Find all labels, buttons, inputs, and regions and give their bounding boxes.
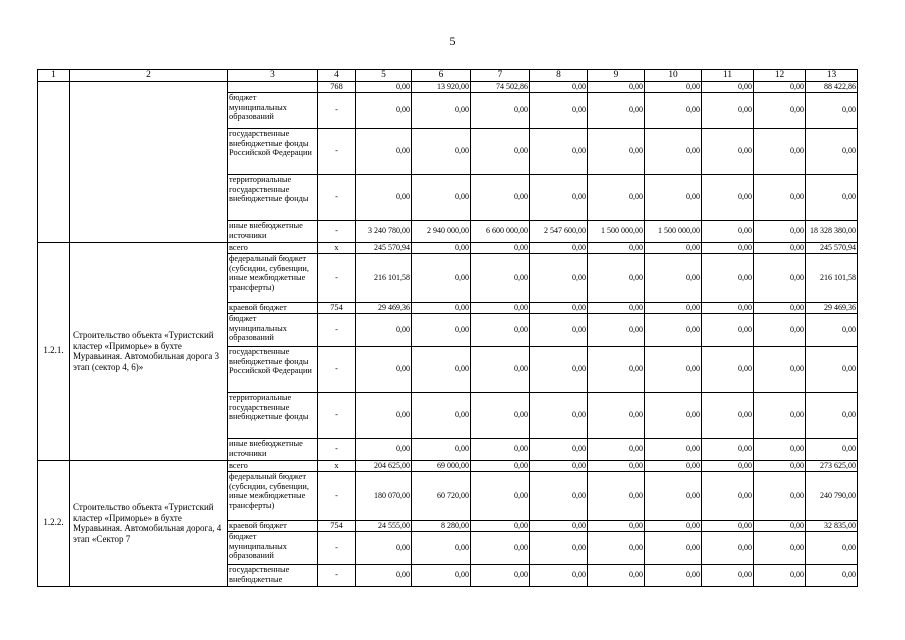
amount-cell: 0,00 [471, 531, 530, 564]
budget-code: 754 [318, 520, 356, 531]
amount-cell: 0,00 [471, 564, 530, 586]
amount-cell: 6 600 000,00 [471, 220, 530, 242]
amount-cell: 0,00 [356, 564, 412, 586]
amount-cell: 0,00 [754, 313, 806, 346]
amount-cell: 0,00 [471, 520, 530, 531]
amount-cell: 0,00 [645, 174, 702, 220]
amount-cell: 74 502,86 [471, 82, 530, 93]
amount-cell: 0,00 [530, 313, 588, 346]
amount-cell: 0,00 [412, 438, 471, 460]
amount-cell: 0,00 [702, 253, 754, 302]
amount-cell: 0,00 [530, 253, 588, 302]
amount-cell: 24 555,00 [356, 520, 412, 531]
amount-cell: 0,00 [412, 392, 471, 438]
amount-cell: 0,00 [806, 174, 858, 220]
amount-cell: 0,00 [588, 242, 645, 253]
amount-cell: 0,00 [530, 531, 588, 564]
amount-cell: 0,00 [530, 460, 588, 471]
amount-cell: 1 500 000,00 [645, 220, 702, 242]
amount-cell: 0,00 [645, 128, 702, 174]
amount-cell: 0,00 [588, 82, 645, 93]
amount-cell: 0,00 [471, 460, 530, 471]
funding-source-label: всего [228, 460, 318, 471]
amount-cell: 0,00 [530, 92, 588, 128]
amount-cell: 0,00 [702, 128, 754, 174]
amount-cell: 0,00 [588, 392, 645, 438]
amount-cell: 0,00 [645, 520, 702, 531]
amount-cell: 0,00 [754, 128, 806, 174]
amount-cell: 0,00 [356, 531, 412, 564]
page-number: 5 [449, 34, 456, 48]
item-number [38, 82, 70, 243]
amount-cell: 0,00 [412, 253, 471, 302]
amount-cell: 32 835,00 [806, 520, 858, 531]
amount-cell: 0,00 [588, 531, 645, 564]
column-number-11: 11 [702, 70, 754, 82]
amount-cell: 0,00 [702, 460, 754, 471]
budget-code: 768 [318, 82, 356, 93]
amount-cell: 0,00 [806, 346, 858, 392]
amount-cell: 216 101,58 [806, 253, 858, 302]
amount-cell: 0,00 [754, 302, 806, 313]
funding-source-label: федеральный бюджет (субсидии, субвенции, иные межбюджетные трансферты) [228, 253, 318, 302]
amount-cell: 0,00 [471, 302, 530, 313]
table-row [38, 242, 858, 253]
amount-cell: 204 625,00 [356, 460, 412, 471]
amount-cell: 0,00 [356, 174, 412, 220]
amount-cell: 245 570,94 [356, 242, 412, 253]
amount-cell: 1 500 000,00 [588, 220, 645, 242]
column-number-4: 4 [318, 70, 356, 82]
amount-cell: 0,00 [702, 302, 754, 313]
amount-cell: 0,00 [754, 220, 806, 242]
column-number-12: 12 [754, 70, 806, 82]
amount-cell: 8 280,00 [412, 520, 471, 531]
amount-cell: 0,00 [702, 313, 754, 346]
table-body [38, 82, 858, 587]
amount-cell: 0,00 [412, 313, 471, 346]
budget-code: - [318, 531, 356, 564]
table-row [38, 82, 858, 93]
amount-cell: 0,00 [645, 471, 702, 520]
amount-cell: 0,00 [702, 438, 754, 460]
amount-cell: 0,00 [754, 92, 806, 128]
item-name [70, 82, 228, 243]
funding-source-label: краевой бюджет [228, 302, 318, 313]
amount-cell: 0,00 [806, 564, 858, 586]
budget-table [37, 69, 858, 587]
funding-source-label [228, 82, 318, 93]
column-number-3: 3 [228, 70, 318, 82]
amount-cell: 0,00 [412, 92, 471, 128]
column-number-9: 9 [588, 70, 645, 82]
amount-cell: 0,00 [645, 460, 702, 471]
amount-cell: 18 328 380,00 [806, 220, 858, 242]
funding-source-label: бюджет муниципальных образований [228, 92, 318, 128]
amount-cell: 0,00 [471, 128, 530, 174]
amount-cell: 0,00 [806, 438, 858, 460]
funding-source-label: иные внебюджетные источники [228, 438, 318, 460]
amount-cell: 0,00 [702, 564, 754, 586]
amount-cell: 0,00 [588, 520, 645, 531]
amount-cell: 29 469,36 [356, 302, 412, 313]
item-name: Строительство объекта «Туристский кластер «Приморье» в бухте Муравьиная. Автомобильная дорога 3 этап (сектор 4, 6)» [70, 242, 228, 460]
amount-cell: 0,00 [754, 242, 806, 253]
amount-cell: 0,00 [702, 242, 754, 253]
amount-cell: 88 422,86 [806, 82, 858, 93]
column-number-8: 8 [530, 70, 588, 82]
amount-cell: 0,00 [530, 346, 588, 392]
amount-cell: 0,00 [471, 471, 530, 520]
amount-cell: 0,00 [645, 242, 702, 253]
amount-cell: 0,00 [645, 313, 702, 346]
item-number: 1.2.2. [38, 460, 70, 586]
amount-cell: 0,00 [754, 564, 806, 586]
amount-cell: 0,00 [356, 92, 412, 128]
column-number-10: 10 [645, 70, 702, 82]
budget-code: - [318, 313, 356, 346]
amount-cell: 0,00 [412, 302, 471, 313]
amount-cell: 216 101,58 [356, 253, 412, 302]
amount-cell: 0,00 [645, 531, 702, 564]
amount-cell: 0,00 [530, 471, 588, 520]
amount-cell: 0,00 [412, 346, 471, 392]
amount-cell: 0,00 [702, 92, 754, 128]
funding-source-label: бюджет муниципальных образований [228, 531, 318, 564]
amount-cell: 0,00 [806, 531, 858, 564]
amount-cell: 0,00 [412, 174, 471, 220]
amount-cell: 0,00 [702, 174, 754, 220]
amount-cell: 0,00 [645, 82, 702, 93]
budget-code: - [318, 392, 356, 438]
amount-cell: 0,00 [754, 392, 806, 438]
amount-cell: 0,00 [588, 346, 645, 392]
funding-source-label: федеральный бюджет (субсидии, субвенции, иные межбюджетные трансферты) [228, 471, 318, 520]
amount-cell: 273 625,00 [806, 460, 858, 471]
funding-source-label: краевой бюджет [228, 520, 318, 531]
amount-cell: 0,00 [356, 313, 412, 346]
amount-cell: 0,00 [530, 128, 588, 174]
budget-code: х [318, 460, 356, 471]
amount-cell: 0,00 [356, 346, 412, 392]
funding-source-label: государственные внебюджетные фонды Российской Федерации [228, 128, 318, 174]
amount-cell: 0,00 [754, 82, 806, 93]
amount-cell: 0,00 [588, 128, 645, 174]
amount-cell: 0,00 [530, 174, 588, 220]
amount-cell: 245 570,94 [806, 242, 858, 253]
amount-cell: 0,00 [645, 564, 702, 586]
budget-code: - [318, 128, 356, 174]
amount-cell: 0,00 [645, 253, 702, 302]
column-number-5: 5 [356, 70, 412, 82]
funding-source-label: государственные внебюджетные [228, 564, 318, 586]
amount-cell: 69 000,00 [412, 460, 471, 471]
amount-cell: 0,00 [412, 531, 471, 564]
amount-cell: 0,00 [356, 438, 412, 460]
amount-cell: 0,00 [530, 520, 588, 531]
amount-cell: 3 240 780,00 [356, 220, 412, 242]
amount-cell: 0,00 [806, 128, 858, 174]
amount-cell: 0,00 [588, 460, 645, 471]
budget-code: - [318, 346, 356, 392]
amount-cell: 0,00 [806, 92, 858, 128]
amount-cell: 13 920,00 [412, 82, 471, 93]
amount-cell: 29 469,36 [806, 302, 858, 313]
funding-source-label: государственные внебюджетные фонды Российской Федерации [228, 346, 318, 392]
column-number-6: 6 [412, 70, 471, 82]
budget-code: - [318, 253, 356, 302]
amount-cell: 0,00 [471, 242, 530, 253]
amount-cell: 0,00 [806, 313, 858, 346]
amount-cell: 0,00 [588, 313, 645, 346]
amount-cell: 0,00 [645, 302, 702, 313]
amount-cell: 0,00 [530, 392, 588, 438]
amount-cell: 0,00 [645, 438, 702, 460]
amount-cell: 0,00 [530, 564, 588, 586]
amount-cell: 180 070,00 [356, 471, 412, 520]
amount-cell: 0,00 [530, 242, 588, 253]
amount-cell: 60 720,00 [412, 471, 471, 520]
funding-source-label: бюджет муниципальных образований [228, 313, 318, 346]
amount-cell: 0,00 [702, 346, 754, 392]
funding-source-label: территориальные государственные внебюджетные фонды [228, 392, 318, 438]
amount-cell: 0,00 [530, 438, 588, 460]
amount-cell: 0,00 [754, 460, 806, 471]
budget-code: - [318, 92, 356, 128]
budget-code: - [318, 220, 356, 242]
amount-cell: 0,00 [588, 174, 645, 220]
amount-cell: 0,00 [754, 531, 806, 564]
budget-code: - [318, 471, 356, 520]
amount-cell: 0,00 [471, 346, 530, 392]
amount-cell: 0,00 [471, 92, 530, 128]
funding-source-label: территориальные государственные внебюджетные фонды [228, 174, 318, 220]
amount-cell: 0,00 [588, 253, 645, 302]
amount-cell: 0,00 [754, 346, 806, 392]
amount-cell: 2 547 600,00 [530, 220, 588, 242]
column-number-2: 2 [70, 70, 228, 82]
item-name: Строительство объекта «Туристский кластер «Приморье» в бухте Муравьиная. Автомобильная дорога, 4 этап «Сектор 7 [70, 460, 228, 586]
amount-cell: 0,00 [754, 253, 806, 302]
amount-cell: 0,00 [412, 128, 471, 174]
amount-cell: 0,00 [588, 302, 645, 313]
amount-cell: 0,00 [530, 302, 588, 313]
amount-cell: 0,00 [645, 92, 702, 128]
amount-cell: 0,00 [754, 438, 806, 460]
amount-cell: 240 790,00 [806, 471, 858, 520]
amount-cell: 0,00 [588, 564, 645, 586]
amount-cell: 0,00 [588, 438, 645, 460]
amount-cell: 0,00 [471, 313, 530, 346]
amount-cell: 0,00 [356, 82, 412, 93]
column-number-row [38, 70, 858, 82]
amount-cell: 0,00 [754, 174, 806, 220]
amount-cell: 0,00 [702, 392, 754, 438]
amount-cell: 0,00 [702, 531, 754, 564]
amount-cell: 0,00 [412, 564, 471, 586]
amount-cell: 0,00 [588, 471, 645, 520]
amount-cell: 2 940 000,00 [412, 220, 471, 242]
amount-cell: 0,00 [702, 520, 754, 531]
amount-cell: 0,00 [702, 220, 754, 242]
column-number-13: 13 [806, 70, 858, 82]
budget-table-container [37, 69, 857, 587]
budget-code: - [318, 438, 356, 460]
amount-cell: 0,00 [471, 438, 530, 460]
amount-cell: 0,00 [806, 392, 858, 438]
column-number-7: 7 [471, 70, 530, 82]
amount-cell: 0,00 [471, 253, 530, 302]
budget-code: - [318, 564, 356, 586]
amount-cell: 0,00 [754, 471, 806, 520]
table-row [38, 460, 858, 471]
amount-cell: 0,00 [356, 392, 412, 438]
amount-cell: 0,00 [645, 392, 702, 438]
amount-cell: 0,00 [754, 520, 806, 531]
budget-code: 754 [318, 302, 356, 313]
amount-cell: 0,00 [702, 82, 754, 93]
funding-source-label: иные внебюджетные источники [228, 220, 318, 242]
amount-cell: 0,00 [471, 392, 530, 438]
budget-code: - [318, 174, 356, 220]
item-number: 1.2.1. [38, 242, 70, 460]
amount-cell: 0,00 [702, 471, 754, 520]
column-number-1: 1 [38, 70, 70, 82]
amount-cell: 0,00 [356, 128, 412, 174]
amount-cell: 0,00 [645, 346, 702, 392]
budget-code: х [318, 242, 356, 253]
amount-cell: 0,00 [471, 174, 530, 220]
amount-cell: 0,00 [412, 242, 471, 253]
amount-cell: 0,00 [588, 92, 645, 128]
amount-cell: 0,00 [530, 82, 588, 93]
funding-source-label: всего [228, 242, 318, 253]
